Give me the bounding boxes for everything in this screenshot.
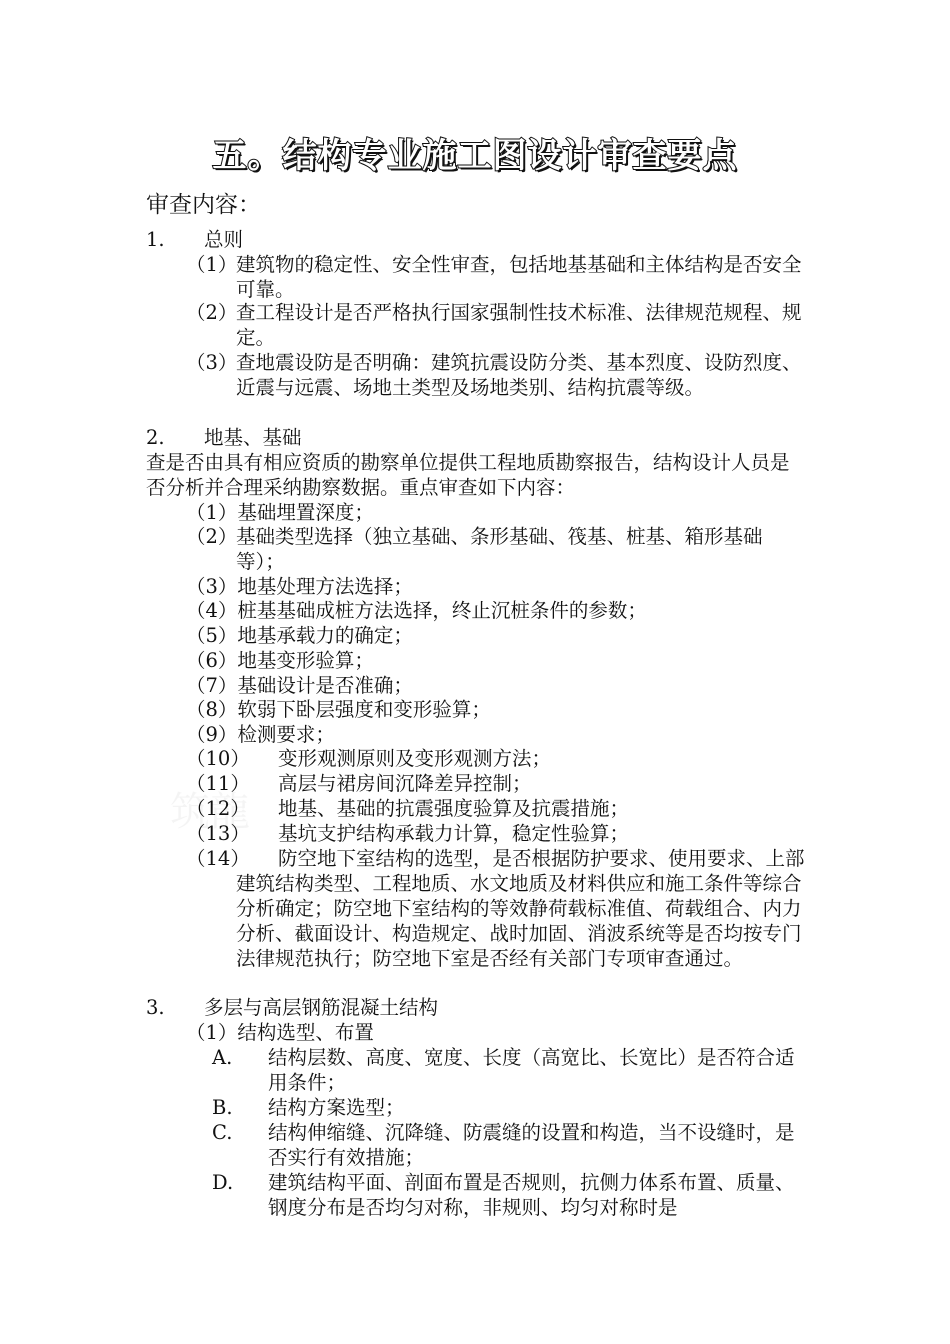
section-number: 2. <box>146 426 165 449</box>
item-label: （1） <box>186 501 238 524</box>
list-item <box>186 252 806 302</box>
list-item <box>186 500 374 525</box>
list-item <box>186 598 647 623</box>
item-text: 桩基基础成桩方法选择，终止沉桩条件的参数； <box>237 599 647 622</box>
item-label: （6） <box>186 649 238 672</box>
list-item <box>186 771 532 796</box>
item-label: A. <box>212 1046 233 1069</box>
item-label: （8） <box>186 698 238 721</box>
item-text: 地基变形验算； <box>237 649 374 672</box>
list-item <box>186 524 806 574</box>
item-text: 结构伸缩缝、沉降缝、防震缝的设置和构造，当不设缝时，是否实行有效措施； <box>268 1121 795 1169</box>
item-label: （10） <box>186 747 250 770</box>
list-item <box>186 673 413 698</box>
item-text: 检测要求； <box>237 723 335 746</box>
section-number: 3. <box>146 996 165 1019</box>
page-title: 五。结构专业施工图设计审查要点 <box>212 136 738 176</box>
list-item <box>186 846 806 971</box>
item-label: （2） <box>186 301 238 324</box>
item-label: （13） <box>186 822 250 845</box>
list-item <box>186 300 806 350</box>
item-label: （1） <box>186 253 238 276</box>
list-item <box>186 623 413 648</box>
item-label: （3） <box>186 575 238 598</box>
section-title: 多层与高层钢筋混凝土结构 <box>204 996 439 1019</box>
item-text: 地基、基础的抗震强度验算及抗震措施； <box>278 797 630 820</box>
list-item <box>186 350 806 400</box>
item-label: D. <box>212 1171 234 1194</box>
item-label: （9） <box>186 723 238 746</box>
section-3-heading <box>146 995 438 1020</box>
item-text: 变形观测原则及变形观测方法； <box>278 747 552 770</box>
section-title: 地基、基础 <box>204 426 302 449</box>
item-label: （11） <box>186 772 250 795</box>
list-item <box>186 697 491 722</box>
list-item <box>212 1095 806 1120</box>
list-item <box>212 1045 806 1095</box>
item-text: 建筑物的稳定性、安全性审查，包括地基基础和主体结构是否安全可靠。 <box>236 253 802 301</box>
list-item <box>186 648 374 673</box>
item-label: （12） <box>186 797 250 820</box>
list-item <box>186 796 629 821</box>
list-item <box>186 722 335 747</box>
item-label: C. <box>212 1121 233 1144</box>
item-label: （14） <box>186 847 250 870</box>
item-text: 结构选型、布置 <box>237 1021 374 1044</box>
section-2-intro: 查是否由具有相应资质的勘察单位提供工程地质勘察报告，结构设计人员是否分析并合理采纳勘察数据。重点审查如下内容： <box>146 451 790 499</box>
list-item <box>186 574 413 599</box>
item-label: （5） <box>186 624 238 647</box>
item-text: 查工程设计是否严格执行国家强制性技术标准、法律规范规程、规定。 <box>236 301 802 349</box>
item-text: 结构方案选型； <box>268 1096 405 1119</box>
item-label: （3） <box>186 351 238 374</box>
section-title: 总则 <box>204 228 244 251</box>
section-1-heading <box>146 227 243 252</box>
item-label: （1） <box>186 1021 238 1044</box>
item-text: 建筑结构平面、剖面布置是否规则，抗侧力体系布置、质量、钢度分布是否均匀对称，非规则、均匀对称时是 <box>268 1171 795 1219</box>
item-text: 基础类型选择（独立基础、条形基础、筏基、桩基、箱形基础等）； <box>236 525 763 573</box>
item-text: 基础设计是否准确； <box>237 674 413 697</box>
item-label: （2） <box>186 525 238 548</box>
item-text: 高层与裙房间沉降差异控制； <box>278 772 532 795</box>
subsection-heading <box>186 1020 374 1045</box>
section-2-heading <box>146 425 302 450</box>
item-text: 防空地下室结构的选型，是否根据防护要求、使用要求、上部建筑结构类型、工程地质、水文地质及材料供应和施工条件等综合分析确定；防空地下室结构的等效静荷载标准值、荷载组合、内力分析、截面设计、构造规定、战时加固、消波系统等是否均按专门法律规范执行；防空地下室是否经有关部门专项审查通过。 <box>236 847 805 970</box>
section-number: 1. <box>146 228 165 251</box>
subtitle: 审查内容： <box>146 192 261 218</box>
item-label: B. <box>212 1096 233 1119</box>
list-item <box>212 1120 806 1170</box>
item-text: 基础埋置深度； <box>237 501 374 524</box>
item-label: （4） <box>186 599 238 622</box>
item-label: （7） <box>186 674 238 697</box>
item-text: 查地震设防是否明确：建筑抗震设防分类、基本烈度、设防烈度、近震与远震、场地土类型及场地类别、结构抗震等级。 <box>236 351 802 399</box>
item-text: 地基处理方法选择； <box>237 575 413 598</box>
item-text: 基坑支护结构承载力计算，稳定性验算； <box>278 822 630 845</box>
list-item <box>212 1170 806 1220</box>
item-text: 结构层数、高度、宽度、长度（高宽比、长宽比）是否符合适用条件； <box>268 1046 795 1094</box>
item-text: 软弱下卧层强度和变形验算； <box>237 698 491 721</box>
list-item <box>186 746 551 771</box>
item-text: 地基承载力的确定； <box>237 624 413 647</box>
list-item <box>186 821 629 846</box>
